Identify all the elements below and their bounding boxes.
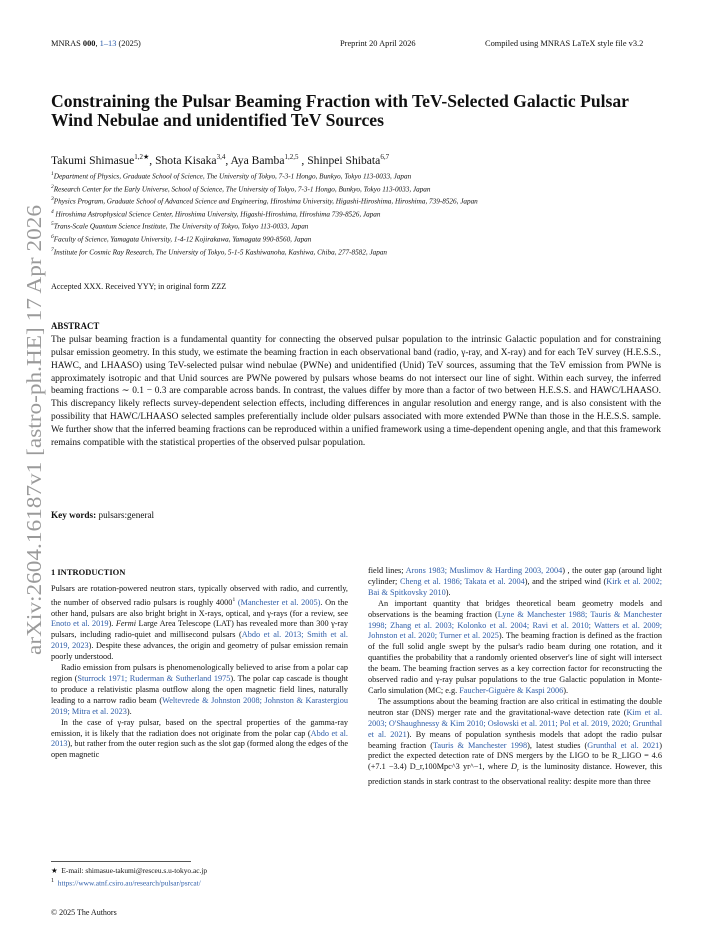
affiliation-3: $^3$Physics Program, Graduate School of Advanced Science and Engineering, Hiroshima University, Higashi-Hiroshima, Hiroshima, 739-8526, Japan (51, 196, 478, 206)
running-header-center: Preprint 20 April 2026 (340, 39, 416, 48)
author-2: Shota Kisaka$^{3,4}$ (155, 153, 226, 167)
citation-link[interactable]: Abdo et al. 2013 (51, 728, 348, 749)
citation-link[interactable]: Kim et al. 2003; O'Shaughnessy & Kim 2010; Osłowski et al. 2011; Pol et al. 2019, 2020; Grunthal et al. 2021 (368, 707, 663, 739)
author-3: Aya Bamba$^{1,2,5}$ (230, 153, 299, 167)
citation-link[interactable]: Cheng et al. 1986; Takata et al. 2004 (399, 576, 525, 586)
ligo-rate-equation: R_LIGO = 4.6 (+7.1 −3.4) D_r,100Mpc^3 yr^−1 (368, 751, 662, 772)
arxiv-stamp-text: arXiv:2604.16187v1 [astro-ph.HE] 17 Apr 2026 (22, 239, 46, 655)
citation-link[interactable]: Abdo et al. 2013; Smith et al. 2019, 2023 (51, 630, 348, 651)
affiliation-6: $^6$Faculty of Science, Yamagata University, 1-4-12 Kojirakawa, Yamagata 990-8560, Japan (51, 233, 312, 244)
paper-title: Constraining the Pulsar Beaming Fraction with TeV-Selected Galactic Pulsar Wind Nebulae and unidentified TeV Sources (51, 91, 629, 130)
page-range-link[interactable]: 1–13 (99, 39, 117, 48)
affiliation-5: $^5$Trans-Scale Quantum Science Institute, The University of Tokyo, Tokyo 113-0033, Japan (51, 221, 309, 231)
citation-link[interactable]: Lyne & Manchester 1988; Tauris & Manchester 1998; Zhang et al. 2003; Kolonko et al. 2004; Ravi et al. 2010; Watters et al. 2009; Johnston et al. 2020; Turner et al. 2025 (368, 609, 662, 641)
author-list: Takumi Shimasue$^{1,2★}$, Shota Kisaka$^{3,4}$, Aya Bamba$^{1,2,5}$ , Shinpei Shibata$^{6,7}$ (51, 153, 390, 167)
keywords-value: pulsars:general (98, 510, 155, 520)
citation-link[interactable]: Enoto et al. 2019 (51, 619, 109, 629)
author-4: Shinpei Shibata$^{6,7}$ (307, 153, 390, 167)
footnote-email: ★ E-mail: shimasue-takumi@resceu.s.u-tokyo.ac.jp (51, 866, 208, 875)
abstract-text: The pulsar beaming fraction is a fundamental quantity for connecting the observed pulsar population to the intrinsic Galactic population and for constraining pulsar emission geometry. In this study, we estimate the beaming fraction in each observational band (radio, γ-ray, and X-ray) and for each TeV survey (H.E.S.S., HAWC, and LHAASO) using TeV-selected pulsar wind nebulae (PWNe) and unidentified (Unid) TeV sources, assuming that the TeV emission from PWNe is approximately isotropic and that Unid sources are PWNe powered by pulsars whose beams do not intersect our line of sight. Within each survey, the inferred beaming fractions ∼ 0.1 − 0.3 are comparable across bands. In contrast, the values differ by more than a factor of two between H.E.S.S. and HAWC/LHAASO. This discrepancy likely reflects survey-dependent selection effects, including differences in angular resolution and energy range, and is also consistent with the possibility that HAWC/LHAASO selected samples preferentially include older pulsars associated with more extended PWNe than those in the H.E.S.S. sample. We further show that the inferred beaming fractions can be reproduced within a unified framework using a time-dependent opening angle, and that this framework remains compatible with the statistical properties of the observed pulsar population. (51, 335, 661, 448)
abstract-heading: ABSTRACT (51, 321, 100, 331)
affiliation-1: $^1$Department of Physics, Graduate School of Science, The University of Tokyo, 7-3-1 Hongo, Bunkyo, Tokyo 113-0033, Japan (51, 171, 412, 181)
citation-link[interactable]: Kirk et al. 2002; Bai & Spitkovsky 2010 (368, 576, 662, 597)
keywords-label: Key words: (51, 510, 97, 520)
right-paragraph-3: The assumptions about the beaming fraction are also critical in estimating the double neutron star (DNS) merger rate and the gravitational-wave detection rate (Kim et al. 2003; O'Shaughnessy & Kim 2010; Osłowski et al. 2011; Pol et al. 2019, 2020; Grunthal et al. 2021). By means of population synthesis models that adopt the radio pulsar beaming fraction (Tauris & Manchester 1998), latest studies (Grunthal et al. 2021) predict the expected detection rate of DNS mergers by the LIGO to be R_LIGO = 4.6 (+7.1 −3.4) D_r,100Mpc^3 yr^−1, where $D_r$ is the luminosity distance. However, this prediction stands in stark contrast to the observational reality: despite more than three (368, 696, 663, 786)
author-1: Takumi Shimasue$^{1,2★}$ (51, 153, 150, 167)
left-paragraph-2: Radio emission from pulsars is phenomenologically believed to arise from a polar cap region (Sturrock 1971; Ruderman & Sutherland 1975). The polar cap cascade is thought to produce a relativistic plasma outflow along the open magnetic field lines, naturally leading to a narrow radio beam (Weltevrede & Johnston 2008; Johnston & Karastergiou 2019; Mitra et al. 2023). (51, 663, 349, 716)
left-paragraph-3: In the case of γ-ray pulsar, based on the spectral properties of the gamma-ray emission, it is likely that the radiation does not originate from the polar cap (Abdo et al. 2013), but rather from the outer region such as the slot gap (formed along the edges of the open magnetic (51, 717, 348, 760)
citation-link[interactable]: Grunthal et al. 2021 (587, 740, 660, 750)
citation-link[interactable]: Arons 1983; Muslimov & Harding 2003, 2004 (405, 566, 563, 575)
copyright: © 2025 The Authors (51, 908, 117, 917)
right-column (368, 566, 662, 788)
citation-link[interactable]: Sturrock 1971; Ruderman & Sutherland 1975 (77, 674, 231, 683)
left-column (51, 584, 348, 761)
footnote-url: $^1$ https://www.atnf.csiro.au/research/pulsar/psrcat/ (51, 878, 201, 888)
left-paragraph-1: Pulsars are rotation-powered neutron stars, typically observed with radio, and currently, the number of observed radio pulsars is roughly 4000$^1$ (Manchester et al. 2005). On the other hand, pulsars are also bright bright in X-rays, optical, and γ-rays (for a review, see Enoto et al. 2019). Fermi Large Area Telescope (LAT) has revealed more than 300 γ-ray pulsars, including radio-quiet and millisecond pulsars (Abdo et al. 2013; Smith et al. 2019, 2023). Despite these advances, the origin and geometry of pulsar emission remain poorly understood. (51, 584, 348, 662)
footnotes (51, 866, 207, 888)
running-header-right: Compiled using MNRAS LaTeX style file v3.2 (485, 39, 644, 48)
section-heading-introduction: 1 INTRODUCTION (51, 567, 126, 577)
citation-link[interactable]: Weltevrede & Johnston 2008; Johnston & Karastergiou 2019; Mitra et al. 2023 (51, 695, 348, 716)
affiliations (51, 169, 478, 257)
footnote-rule (51, 861, 191, 862)
right-paragraph-2: An important quantity that bridges theoretical beam geometry models and observations is the beaming fraction (Lyne & Manchester 1988; Tauris & Manchester 1998; Zhang et al. 2003; Kolonko et al. 2004; Ravi et al. 2010; Watters et al. 2009; Johnston et al. 2020; Turner et al. 2025). The beaming fraction is defined as the fraction of the full solid angle swept by the pulsar's radio beam during one rotation, and it quantifies the probability that a randomly oriented observer's line of sight will intersect the beam. The beaming fraction serves as a key correction factor for reconstructing the observed radio and γ-ray pulsar populations to the true Galactic population in Monte-Carlo simulation (MC; e.g. Faucher-Giguère & Kaspi 2006). (368, 598, 662, 695)
running-header-left: MNRAS 000, 1–13 (2025) (51, 39, 141, 48)
right-paragraph-1: field lines; Arons 1983; Muslimov & Harding 2003, 2004) , the outer gap (around light cylinder; Cheng et al. 1986; Takata et al. 2004), and the striped wind (Kirk et al. 2002; Bai & Spitkovsky 2010). (368, 566, 662, 597)
citation-link[interactable]: Faucher-Giguère & Kaspi 2006 (459, 685, 564, 695)
affiliation-2: $^2$Research Center for the Early Universe, School of Science, The University of Tokyo, 7-3-1 Hongo, Bunkyo, Tokyo 113-0033, Japan (51, 183, 431, 193)
arxiv-stamp (8, 200, 52, 660)
affiliation-7: $^7$Institute for Cosmic Ray Research, The University of Tokyo, 5-1-5 Kashiwanoha, Kashiwa, Chiba, 277-8582, Japan (51, 246, 388, 256)
accepted-line: Accepted XXX. Received YYY; in original form ZZZ (51, 282, 227, 291)
affiliation-4: $^4$ Hiroshima Astrophysical Science Center, Hiroshima University, Higashi-Hiroshima, Hiroshima 739-8526, Japan (51, 208, 381, 219)
keywords (51, 510, 154, 520)
citation-link[interactable]: (Manchester et al. 2005) (237, 597, 321, 607)
luminosity-distance-symbol: $D_r$ (511, 762, 520, 774)
psrcat-link[interactable]: https://www.atnf.csiro.au/research/pulsar/psrcat/ (57, 878, 201, 888)
citation-link[interactable]: Tauris & Manchester 1998 (432, 740, 528, 750)
